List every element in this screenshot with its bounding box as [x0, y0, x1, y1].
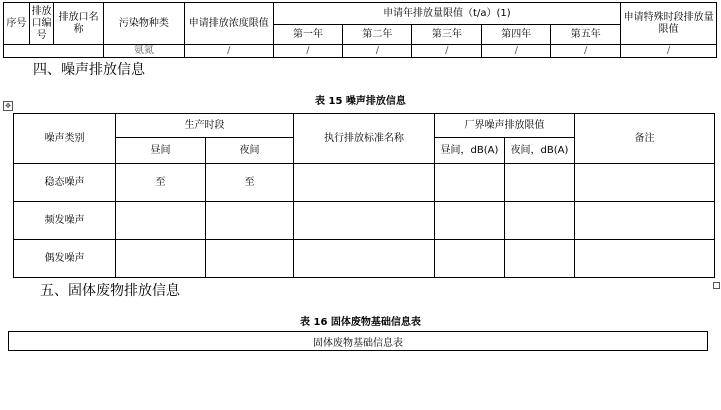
header-day-db: 昼间，dB(A) [435, 138, 505, 164]
table-move-handle-icon[interactable]: ✥ [3, 101, 13, 111]
day-period-cell[interactable]: 至 [116, 164, 206, 202]
header-night-db: 夜间，dB(A) [505, 138, 575, 164]
value-cell: / [482, 45, 551, 58]
header-year-3: 第三年 [412, 25, 482, 45]
header-nighttime: 夜间 [206, 138, 294, 164]
table-row [14, 202, 715, 240]
section-heading-solid-waste: 五、固体废物排放信息 [40, 283, 180, 299]
noise-emission-table [13, 113, 715, 278]
header-year-5: 第五年 [551, 25, 621, 45]
header-conc-limit: 申请排放浓度限值 [185, 3, 273, 45]
header-special-limit: 申请特殊时段排放量限值 [621, 3, 717, 45]
header-outlet-name: 排放口名称 [54, 3, 103, 45]
header-year-4: 第四年 [482, 25, 551, 45]
table-resize-handle-icon[interactable] [713, 282, 720, 289]
noise-type-cell: 偶发噪声 [14, 240, 116, 278]
value-cell: / [412, 45, 482, 58]
night-period-cell[interactable]: 至 [206, 164, 294, 202]
noise-type-cell: 频发噪声 [14, 202, 116, 240]
day-period-cell[interactable] [116, 202, 206, 240]
table15-caption: 表 15 噪声排放信息 [315, 96, 406, 107]
header-boundary-limit: 厂界噪声排放限值 [435, 114, 575, 138]
header-annual-limit: 申请年排放量限值（t/a）(1) [273, 3, 621, 25]
header-pollutant: 污染物种类 [103, 3, 184, 45]
header-daytime: 昼间 [116, 138, 206, 164]
header-seq: 序号 [4, 3, 30, 45]
night-period-cell[interactable] [206, 202, 294, 240]
table-row [14, 240, 715, 278]
solid-waste-table [8, 331, 708, 351]
header-outlet-no: 排放口编号 [29, 3, 54, 45]
value-cell: / [621, 45, 717, 58]
header-remark: 备注 [575, 114, 715, 164]
emission-limit-table [3, 2, 717, 58]
table16-caption: 表 16 固体废物基础信息表 [300, 317, 421, 328]
header-production-period: 生产时段 [116, 114, 294, 138]
night-period-cell[interactable] [206, 240, 294, 278]
value-cell: / [551, 45, 621, 58]
header-year-1: 第一年 [273, 25, 343, 45]
value-cell: / [343, 45, 412, 58]
value-cell: / [185, 45, 273, 58]
value-cell: / [273, 45, 343, 58]
pollutant-cell: 氨氮 [103, 45, 184, 58]
day-period-cell[interactable] [116, 240, 206, 278]
header-noise-type: 噪声类别 [14, 114, 116, 164]
table-row [14, 164, 715, 202]
solid-waste-table-header: 固体废物基础信息表 [9, 332, 708, 351]
table-row [4, 45, 717, 58]
header-year-2: 第二年 [343, 25, 412, 45]
section-heading-noise: 四、噪声排放信息 [33, 62, 145, 78]
noise-type-cell: 稳态噪声 [14, 164, 116, 202]
header-standard-name: 执行排放标准名称 [294, 114, 435, 164]
